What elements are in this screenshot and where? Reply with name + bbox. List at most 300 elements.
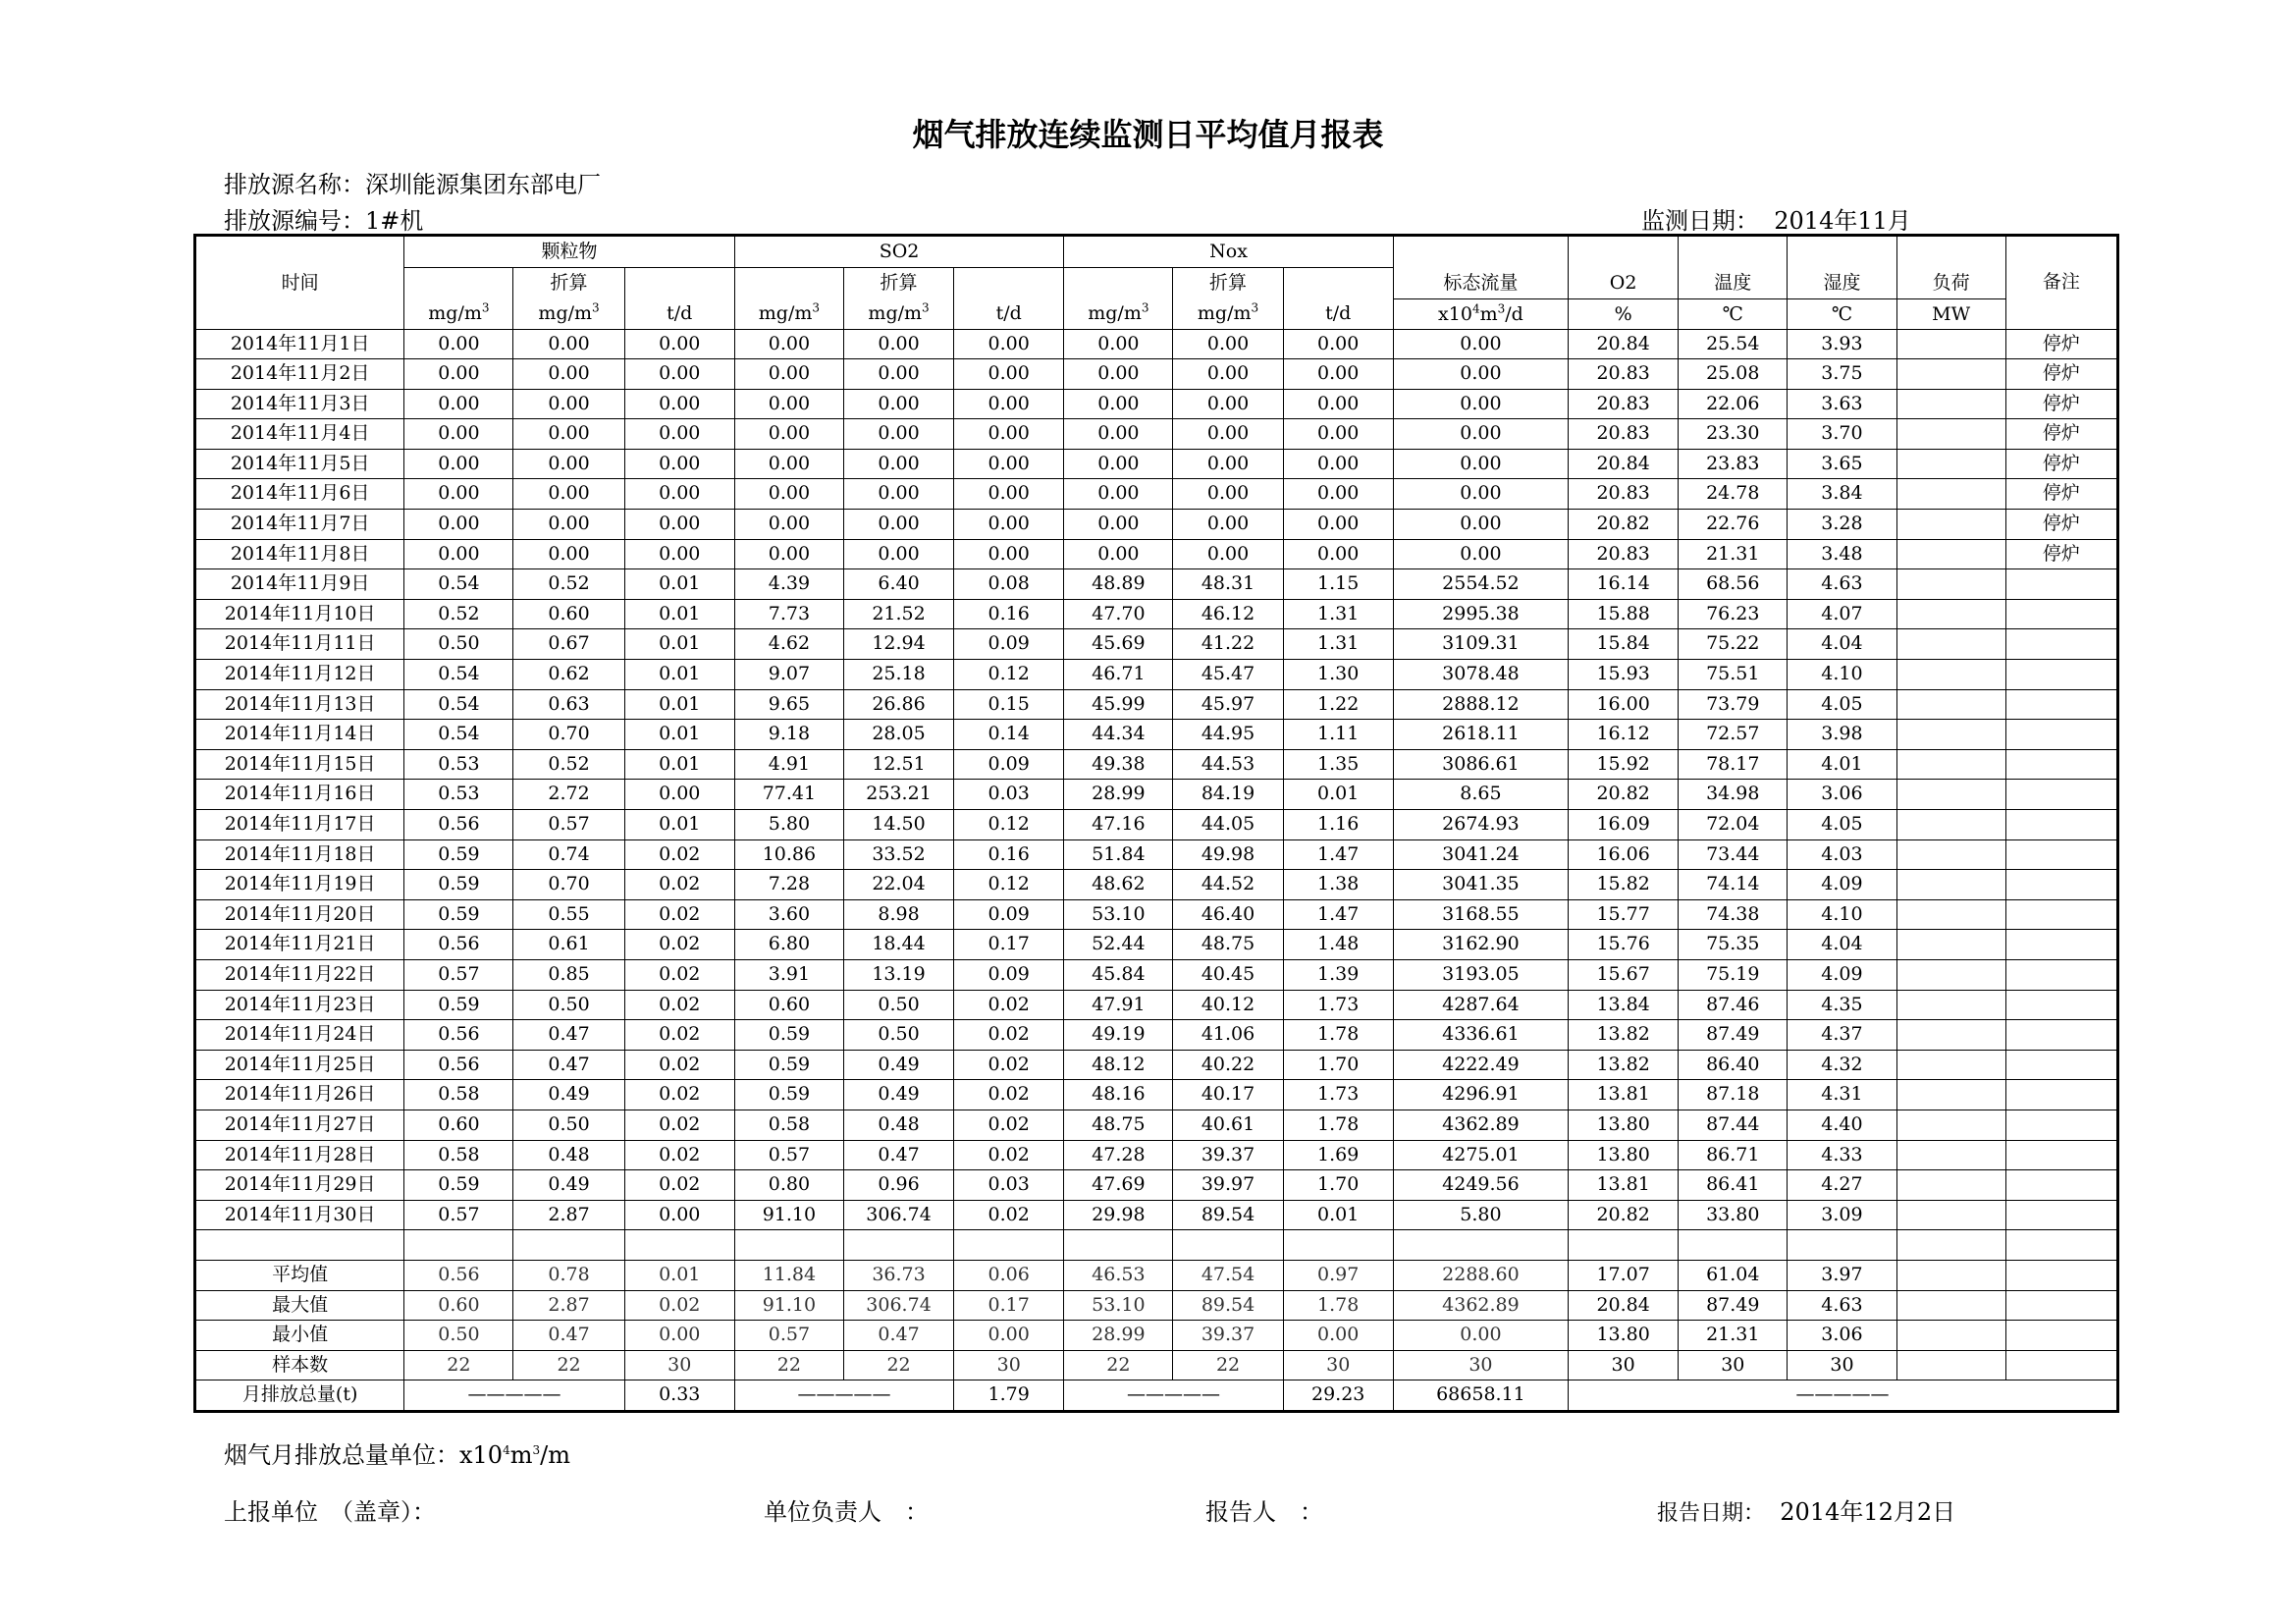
table-cell xyxy=(2005,1200,2117,1230)
table-cell: 0.00 xyxy=(843,359,953,390)
source-id-value: 1#机 xyxy=(365,207,424,235)
table-cell: 20.84 xyxy=(1569,329,1679,359)
table-cell: 0.62 xyxy=(513,660,624,690)
table-cell: 0.12 xyxy=(954,660,1064,690)
table-cell: 45.97 xyxy=(1173,689,1283,720)
table-cell xyxy=(1896,1170,2005,1201)
table-cell: 0.00 xyxy=(1283,389,1393,419)
table-cell: 20.83 xyxy=(1569,539,1679,569)
unit-td: t/d xyxy=(624,298,734,329)
table-cell: 0.00 xyxy=(513,510,624,540)
table-cell: 16.00 xyxy=(1569,689,1679,720)
table-cell: 1.47 xyxy=(1283,899,1393,930)
table-cell xyxy=(2005,1020,2117,1051)
table-cell: 7.28 xyxy=(734,870,843,900)
table-cell: 0.02 xyxy=(954,990,1064,1020)
source-name xyxy=(224,165,601,199)
table-cell: 30 xyxy=(1283,1350,1393,1380)
col-nox-header: Nox xyxy=(1064,236,1394,268)
table-cell: 21.31 xyxy=(1679,1321,1788,1351)
table-cell: 0.00 xyxy=(1173,539,1283,569)
table-cell xyxy=(1896,569,2005,600)
table-cell: 4.27 xyxy=(1788,1170,1896,1201)
unit-humidity: ℃ xyxy=(1788,298,1896,329)
table-cell: 73.79 xyxy=(1679,689,1788,720)
table-cell: 0.00 xyxy=(624,539,734,569)
table-cell: 4.05 xyxy=(1788,810,1896,840)
table-cell: 0.50 xyxy=(404,629,513,660)
table-cell xyxy=(1896,539,2005,569)
table-cell: 24.78 xyxy=(1679,479,1788,510)
table-row xyxy=(195,510,2118,540)
table-cell: 0.00 xyxy=(843,329,953,359)
table-cell: 0.00 xyxy=(954,389,1064,419)
table-cell: 0.50 xyxy=(513,990,624,1020)
table-row xyxy=(195,1020,2118,1051)
table-cell xyxy=(2005,1350,2117,1380)
source-name-label: 排放源名称： xyxy=(224,171,365,198)
table-cell: 40.45 xyxy=(1173,959,1283,990)
table-cell: 0.00 xyxy=(1283,539,1393,569)
table-cell: 12.94 xyxy=(843,629,953,660)
table-row xyxy=(195,660,2118,690)
table-cell: 16.12 xyxy=(1569,720,1679,750)
report-table xyxy=(193,234,2119,1413)
table-cell: 0.59 xyxy=(734,1020,843,1051)
particulate-spacer xyxy=(404,268,513,299)
table-cell xyxy=(2005,660,2117,690)
table-cell: 0.00 xyxy=(624,359,734,390)
so2-total: 1.79 xyxy=(954,1380,1064,1412)
table-cell xyxy=(1896,870,2005,900)
table-cell: 0.02 xyxy=(954,1080,1064,1110)
table-cell: 5.80 xyxy=(1393,1200,1568,1230)
row-label-cell: 2014年11月5日 xyxy=(195,449,404,479)
row-label-cell: 2014年11月19日 xyxy=(195,870,404,900)
table-cell: 33.52 xyxy=(843,839,953,870)
table-row xyxy=(195,1140,2118,1170)
table-cell: 4362.89 xyxy=(1393,1110,1568,1140)
table-cell: 0.17 xyxy=(954,930,1064,960)
table-cell: 4287.64 xyxy=(1393,990,1568,1020)
table-cell xyxy=(2005,930,2117,960)
blank-cell xyxy=(624,1230,734,1261)
table-cell: 0.60 xyxy=(404,1110,513,1140)
table-cell: 2888.12 xyxy=(1393,689,1568,720)
table-cell: 4.05 xyxy=(1788,689,1896,720)
table-cell: 0.00 xyxy=(843,510,953,540)
table-cell: 20.83 xyxy=(1569,419,1679,450)
table-cell: 0.06 xyxy=(954,1260,1064,1290)
table-cell: 0.12 xyxy=(954,870,1064,900)
table-cell: 0.00 xyxy=(513,419,624,450)
table-cell: 44.52 xyxy=(1173,870,1283,900)
table-cell: 28.99 xyxy=(1064,780,1173,810)
col-particulate-header: 颗粒物 xyxy=(404,236,735,268)
table-cell: 45.99 xyxy=(1064,689,1173,720)
table-cell: 30 xyxy=(1569,1350,1679,1380)
table-cell: 0.02 xyxy=(624,870,734,900)
col-temp-header: 温度 xyxy=(1679,236,1788,299)
table-cell: 44.34 xyxy=(1064,720,1173,750)
table-cell: 0.54 xyxy=(404,569,513,600)
table-cell: 0.00 xyxy=(1393,389,1568,419)
table-cell: 0.70 xyxy=(513,720,624,750)
table-row xyxy=(195,389,2118,419)
particulate-dash: ————— xyxy=(404,1380,624,1412)
table-cell: 0.59 xyxy=(404,839,513,870)
table-cell: 0.02 xyxy=(954,1110,1064,1140)
table-cell: 0.00 xyxy=(1064,419,1173,450)
table-cell: 停炉 xyxy=(2005,449,2117,479)
table-cell: 0.00 xyxy=(843,389,953,419)
table-cell: 21.31 xyxy=(1679,539,1788,569)
table-cell xyxy=(1896,780,2005,810)
table-cell: 0.03 xyxy=(954,1170,1064,1201)
table-cell: 13.19 xyxy=(843,959,953,990)
particulate-td-spacer xyxy=(624,268,734,299)
table-cell: 0.60 xyxy=(404,1290,513,1321)
table-cell: 49.19 xyxy=(1064,1020,1173,1051)
col-remark-header: 备注 xyxy=(2005,236,2117,330)
table-cell: 9.65 xyxy=(734,689,843,720)
table-cell: 11.84 xyxy=(734,1260,843,1290)
table-cell: 40.61 xyxy=(1173,1110,1283,1140)
table-cell: 0.49 xyxy=(513,1080,624,1110)
table-row xyxy=(195,449,2118,479)
table-cell xyxy=(1896,720,2005,750)
unit-pct: % xyxy=(1569,298,1679,329)
table-cell: 0.02 xyxy=(624,1290,734,1321)
table-cell: 3.60 xyxy=(734,899,843,930)
table-cell: 4.03 xyxy=(1788,839,1896,870)
table-cell: 9.18 xyxy=(734,720,843,750)
table-cell: 0.00 xyxy=(1393,510,1568,540)
table-cell: 0.00 xyxy=(1064,329,1173,359)
table-row xyxy=(195,569,2118,600)
table-cell: 0.00 xyxy=(624,449,734,479)
table-cell: 0.02 xyxy=(624,1140,734,1170)
table-cell xyxy=(2005,1110,2117,1140)
table-cell: 0.02 xyxy=(954,1140,1064,1170)
table-cell: 46.40 xyxy=(1173,899,1283,930)
blank-cell xyxy=(1393,1230,1568,1261)
table-cell: 0.47 xyxy=(513,1020,624,1051)
header-units-row xyxy=(195,298,2118,329)
table-cell: 40.12 xyxy=(1173,990,1283,1020)
table-cell: 53.10 xyxy=(1064,1290,1173,1321)
table-cell: 0.00 xyxy=(404,389,513,419)
row-label-cell: 最小值 xyxy=(195,1321,404,1351)
table-cell: 48.31 xyxy=(1173,569,1283,600)
blank-cell xyxy=(1064,1230,1173,1261)
row-label-cell: 2014年11月29日 xyxy=(195,1170,404,1201)
table-cell: 74.38 xyxy=(1679,899,1788,930)
table-cell: 0.00 xyxy=(1393,419,1568,450)
table-cell: 14.50 xyxy=(843,810,953,840)
table-cell: 4.32 xyxy=(1788,1050,1896,1080)
table-cell: 0.09 xyxy=(954,959,1064,990)
table-cell: 0.00 xyxy=(624,419,734,450)
table-cell: 15.84 xyxy=(1569,629,1679,660)
table-cell: 0.00 xyxy=(1173,359,1283,390)
table-cell: 0.74 xyxy=(513,839,624,870)
table-cell: 3041.24 xyxy=(1393,839,1568,870)
table-cell xyxy=(1896,1200,2005,1230)
row-label-cell: 2014年11月11日 xyxy=(195,629,404,660)
table-cell: 4.35 xyxy=(1788,990,1896,1020)
table-cell: 1.48 xyxy=(1283,930,1393,960)
blank-cell xyxy=(404,1230,513,1261)
table-cell: 0.09 xyxy=(954,899,1064,930)
reporting-unit: 上报单位 （盖章）： xyxy=(224,1498,436,1526)
table-cell: 停炉 xyxy=(2005,510,2117,540)
blank-cell xyxy=(1896,1230,2005,1261)
table-cell: 3.63 xyxy=(1788,389,1896,419)
table-cell: 78.17 xyxy=(1679,749,1788,780)
table-cell: 16.09 xyxy=(1569,810,1679,840)
table-cell: 47.16 xyxy=(1064,810,1173,840)
table-cell: 89.54 xyxy=(1173,1290,1283,1321)
table-cell: 87.44 xyxy=(1679,1110,1788,1140)
table-row xyxy=(195,749,2118,780)
table-cell: 2288.60 xyxy=(1393,1260,1568,1290)
blank-cell xyxy=(954,1230,1064,1261)
table-cell: 3.06 xyxy=(1788,780,1896,810)
table-cell xyxy=(1896,660,2005,690)
table-cell: 4.09 xyxy=(1788,870,1896,900)
table-cell: 2618.11 xyxy=(1393,720,1568,750)
table-cell: 48.75 xyxy=(1173,930,1283,960)
table-cell: 1.69 xyxy=(1283,1140,1393,1170)
table-cell: 1.31 xyxy=(1283,629,1393,660)
table-cell: 13.80 xyxy=(1569,1321,1679,1351)
col-o2-header: O2 xyxy=(1569,236,1679,299)
report-date xyxy=(1657,1492,1955,1527)
unit-mw: MW xyxy=(1896,298,2005,329)
table-cell: 0.58 xyxy=(734,1110,843,1140)
table-cell: 3168.55 xyxy=(1393,899,1568,930)
table-cell xyxy=(1896,839,2005,870)
table-cell: 36.73 xyxy=(843,1260,953,1290)
table-cell: 0.02 xyxy=(624,1170,734,1201)
trailing-dash: ————— xyxy=(1569,1380,2118,1412)
row-label-cell: 2014年11月15日 xyxy=(195,749,404,780)
table-cell: 4296.91 xyxy=(1393,1080,1568,1110)
table-cell: 0.00 xyxy=(1173,389,1283,419)
table-cell xyxy=(1896,689,2005,720)
row-label-cell: 2014年11月2日 xyxy=(195,359,404,390)
table-cell: 0.55 xyxy=(513,899,624,930)
row-label-cell: 2014年11月23日 xyxy=(195,990,404,1020)
table-cell: 0.00 xyxy=(954,510,1064,540)
table-cell xyxy=(1896,449,2005,479)
table-cell: 47.91 xyxy=(1064,990,1173,1020)
monthly-total-row xyxy=(195,1380,2118,1412)
table-row xyxy=(195,359,2118,390)
row-label-cell: 最大值 xyxy=(195,1290,404,1321)
flow-total: 68658.11 xyxy=(1393,1380,1568,1412)
table-cell: 75.51 xyxy=(1679,660,1788,690)
table-cell: 0.01 xyxy=(1283,780,1393,810)
table-cell: 0.01 xyxy=(624,689,734,720)
table-cell xyxy=(2005,1050,2117,1080)
table-cell: 4.04 xyxy=(1788,629,1896,660)
table-cell: 0.00 xyxy=(624,1321,734,1351)
table-cell: 0.47 xyxy=(843,1321,953,1351)
monitor-date-value: 2014年11月 xyxy=(1774,207,1911,235)
table-cell: 47.69 xyxy=(1064,1170,1173,1201)
table-cell: 48.62 xyxy=(1064,870,1173,900)
table-row xyxy=(195,959,2118,990)
table-cell: 0.15 xyxy=(954,689,1064,720)
blank-cell xyxy=(1679,1230,1788,1261)
table-cell: 91.10 xyxy=(734,1200,843,1230)
table-cell: 0.01 xyxy=(624,660,734,690)
table-cell: 41.06 xyxy=(1173,1020,1283,1051)
table-cell: 52.44 xyxy=(1064,930,1173,960)
table-cell: 45.69 xyxy=(1064,629,1173,660)
table-cell: 3041.35 xyxy=(1393,870,1568,900)
table-cell: 0.56 xyxy=(404,1260,513,1290)
table-cell: 6.80 xyxy=(734,930,843,960)
particulate-total: 0.33 xyxy=(624,1380,734,1412)
table-cell: 0.02 xyxy=(624,1050,734,1080)
table-cell: 1.15 xyxy=(1283,569,1393,600)
table-cell: 0.00 xyxy=(1283,359,1393,390)
table-cell: 4362.89 xyxy=(1393,1290,1568,1321)
table-cell: 0.00 xyxy=(734,539,843,569)
row-label-cell: 2014年11月8日 xyxy=(195,539,404,569)
table-cell: 4.31 xyxy=(1788,1080,1896,1110)
blank-cell xyxy=(195,1230,404,1261)
table-cell: 0.00 xyxy=(624,510,734,540)
table-cell: 20.82 xyxy=(1569,1200,1679,1230)
table-cell: 0.00 xyxy=(843,479,953,510)
blank-row xyxy=(195,1230,2118,1261)
row-label-cell: 2014年11月18日 xyxy=(195,839,404,870)
table-cell: 75.35 xyxy=(1679,930,1788,960)
table-cell: 0.00 xyxy=(624,1200,734,1230)
table-cell: 48.75 xyxy=(1064,1110,1173,1140)
table-cell: 1.70 xyxy=(1283,1170,1393,1201)
table-row xyxy=(195,899,2118,930)
table-row xyxy=(195,1200,2118,1230)
table-cell xyxy=(2005,1080,2117,1110)
table-cell: 48.89 xyxy=(1064,569,1173,600)
table-cell: 0.59 xyxy=(734,1080,843,1110)
table-cell: 0.02 xyxy=(954,1050,1064,1080)
table-cell: 0.00 xyxy=(1283,329,1393,359)
table-cell: 0.00 xyxy=(1283,1321,1393,1351)
table-cell: 51.84 xyxy=(1064,839,1173,870)
table-cell: 3.28 xyxy=(1788,510,1896,540)
table-cell: 0.01 xyxy=(624,1260,734,1290)
table-cell: 22 xyxy=(734,1350,843,1380)
table-cell: 0.47 xyxy=(513,1050,624,1080)
table-cell: 46.71 xyxy=(1064,660,1173,690)
table-cell: 15.77 xyxy=(1569,899,1679,930)
table-cell: 22 xyxy=(843,1350,953,1380)
table-cell: 13.80 xyxy=(1569,1110,1679,1140)
table-cell: 0.85 xyxy=(513,959,624,990)
table-cell: 0.00 xyxy=(954,329,1064,359)
table-cell: 0.00 xyxy=(404,449,513,479)
table-cell: 0.00 xyxy=(734,479,843,510)
row-label-cell: 2014年11月26日 xyxy=(195,1080,404,1110)
table-cell: 0.49 xyxy=(513,1170,624,1201)
table-cell: 0.00 xyxy=(843,539,953,569)
table-cell: 61.04 xyxy=(1679,1260,1788,1290)
table-cell: 76.23 xyxy=(1679,599,1788,629)
table-cell: 4275.01 xyxy=(1393,1140,1568,1170)
summary-row xyxy=(195,1260,2118,1290)
table-cell xyxy=(1896,1140,2005,1170)
table-cell: 74.14 xyxy=(1679,870,1788,900)
table-cell: 0.54 xyxy=(404,689,513,720)
table-row xyxy=(195,1110,2118,1140)
table-cell: 4249.56 xyxy=(1393,1170,1568,1201)
table-row xyxy=(195,1080,2118,1110)
table-cell: 0.00 xyxy=(624,329,734,359)
table-cell xyxy=(2005,749,2117,780)
unit-mg: $mg/m^3$ xyxy=(513,298,624,329)
table-cell: 28.99 xyxy=(1064,1321,1173,1351)
row-label-cell: 2014年11月1日 xyxy=(195,329,404,359)
table-cell xyxy=(2005,569,2117,600)
table-cell: 0.00 xyxy=(1283,449,1393,479)
table-row xyxy=(195,839,2118,870)
table-cell xyxy=(2005,1260,2117,1290)
table-cell: 49.38 xyxy=(1064,749,1173,780)
table-cell: 0.00 xyxy=(954,449,1064,479)
report-title: 烟气排放连续监测日平均值月报表 xyxy=(912,116,1384,153)
table-cell: 0.60 xyxy=(734,990,843,1020)
table-cell: 0.00 xyxy=(954,479,1064,510)
table-cell: 0.00 xyxy=(734,329,843,359)
table-cell: 30 xyxy=(1393,1350,1568,1380)
table-cell: 3.97 xyxy=(1788,1260,1896,1290)
table-row xyxy=(195,689,2118,720)
table-cell: 21.52 xyxy=(843,599,953,629)
table-cell: 73.44 xyxy=(1679,839,1788,870)
table-cell: 9.07 xyxy=(734,660,843,690)
table-cell: 1.35 xyxy=(1283,749,1393,780)
table-cell: 3.91 xyxy=(734,959,843,990)
blank-cell xyxy=(513,1230,624,1261)
table-cell: 18.44 xyxy=(843,930,953,960)
table-cell: 0.47 xyxy=(843,1140,953,1170)
table-cell: 44.53 xyxy=(1173,749,1283,780)
table-cell: 0.02 xyxy=(624,1110,734,1140)
table-cell xyxy=(1896,1260,2005,1290)
table-cell: 4.07 xyxy=(1788,599,1896,629)
unit-mg: $mg/m^3$ xyxy=(404,298,513,329)
table-cell: 停炉 xyxy=(2005,539,2117,569)
table-cell xyxy=(1896,389,2005,419)
row-label-cell: 2014年11月24日 xyxy=(195,1020,404,1051)
table-cell: 0.00 xyxy=(1393,449,1568,479)
table-cell: 22.04 xyxy=(843,870,953,900)
table-cell: 1.31 xyxy=(1283,599,1393,629)
table-row xyxy=(195,1050,2118,1080)
table-cell: 0.56 xyxy=(404,930,513,960)
table-cell: 0.08 xyxy=(954,569,1064,600)
table-cell: 0.54 xyxy=(404,720,513,750)
table-cell: 30 xyxy=(624,1350,734,1380)
table-cell: 23.83 xyxy=(1679,449,1788,479)
table-cell: 0.00 xyxy=(624,780,734,810)
